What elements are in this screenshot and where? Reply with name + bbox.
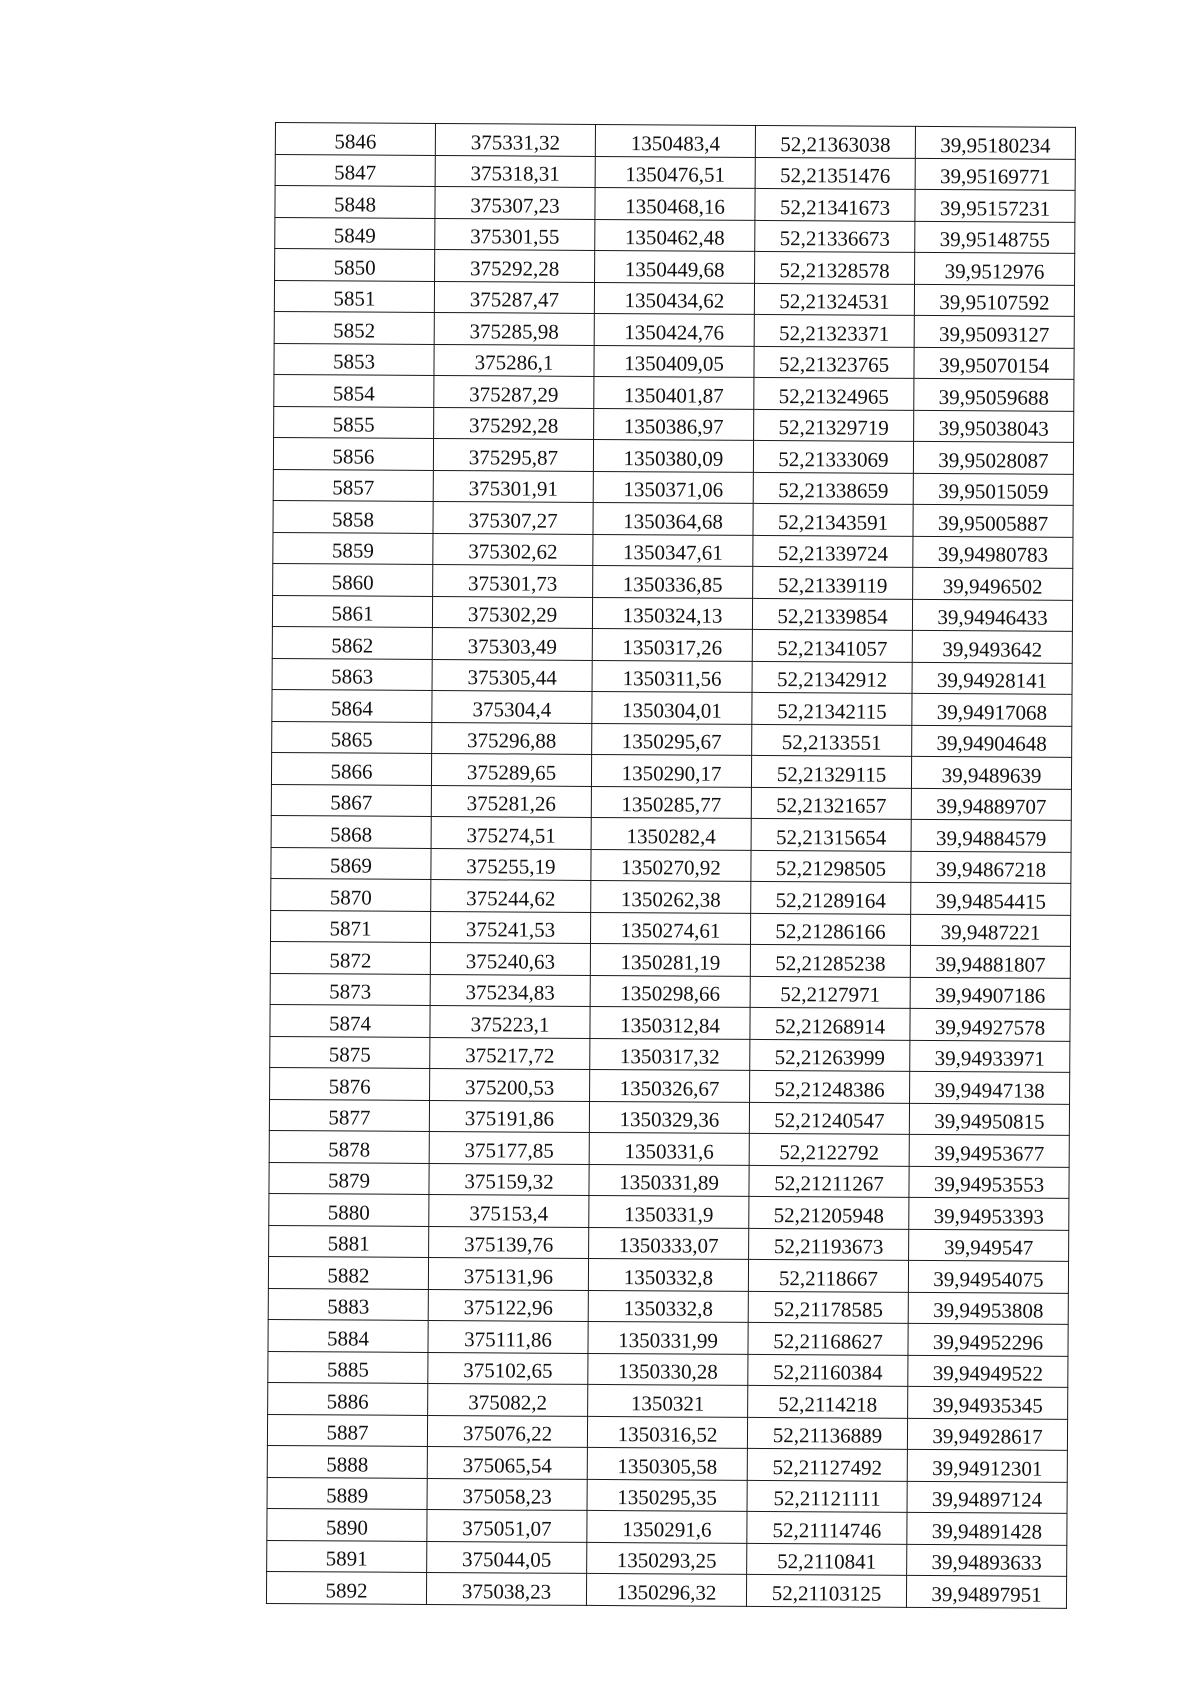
latitude-cell: 52,21333069 — [753, 440, 913, 472]
x-coordinate-cell: 375289,65 — [431, 753, 591, 785]
longitude-cell: 39,94889707 — [911, 788, 1071, 820]
latitude-cell: 52,21315654 — [751, 818, 911, 850]
y-coordinate-cell: 1350316,52 — [587, 1416, 747, 1448]
latitude-cell: 52,21321657 — [751, 787, 911, 819]
longitude-cell: 39,95005887 — [913, 504, 1073, 536]
table-row — [273, 563, 1073, 599]
y-coordinate-cell: 1350332,8 — [588, 1258, 748, 1290]
longitude-cell: 39,94953808 — [908, 1292, 1068, 1324]
table-row — [271, 752, 1071, 788]
longitude-cell: 39,94947138 — [910, 1071, 1070, 1103]
longitude-cell: 39,9487221 — [910, 914, 1070, 946]
table-row — [275, 217, 1075, 253]
latitude-cell: 52,21329719 — [754, 409, 914, 441]
latitude-cell: 52,21168627 — [748, 1322, 908, 1354]
y-coordinate-cell: 1350331,9 — [589, 1195, 749, 1227]
y-coordinate-cell: 1350331,99 — [588, 1321, 748, 1353]
point-number-cell: 5883 — [268, 1288, 428, 1320]
x-coordinate-cell: 375281,26 — [431, 785, 591, 817]
point-number-cell: 5852 — [274, 311, 434, 343]
latitude-cell: 52,2110841 — [747, 1543, 907, 1575]
table-row — [267, 1508, 1067, 1544]
table-row — [268, 1319, 1068, 1355]
table-row — [272, 595, 1072, 631]
latitude-cell: 52,21324531 — [754, 283, 914, 315]
point-number-cell: 5872 — [270, 941, 430, 973]
x-coordinate-cell: 375058,23 — [427, 1478, 587, 1510]
table-row — [271, 815, 1071, 851]
latitude-cell: 52,21127492 — [747, 1448, 907, 1480]
y-coordinate-cell: 1350331,6 — [589, 1132, 749, 1164]
table-row — [275, 123, 1075, 159]
longitude-cell: 39,95038043 — [914, 410, 1074, 442]
point-number-cell: 5871 — [270, 910, 430, 942]
point-number-cell: 5865 — [272, 721, 432, 753]
latitude-cell: 52,21341057 — [752, 629, 912, 661]
table-row — [274, 406, 1074, 442]
latitude-cell: 52,21339119 — [753, 566, 913, 598]
x-coordinate-cell: 375200,53 — [430, 1068, 590, 1100]
point-number-cell: 5881 — [269, 1225, 429, 1257]
point-number-cell: 5848 — [275, 186, 435, 218]
x-coordinate-cell: 375082,2 — [428, 1383, 588, 1415]
latitude-cell: 52,21298505 — [751, 850, 911, 882]
y-coordinate-cell: 1350380,09 — [593, 439, 753, 471]
longitude-cell: 39,9489639 — [911, 756, 1071, 788]
latitude-cell: 52,21103125 — [746, 1574, 906, 1606]
latitude-cell: 52,2118667 — [748, 1259, 908, 1291]
x-coordinate-cell: 375038,23 — [426, 1572, 586, 1604]
y-coordinate-cell: 1350270,92 — [591, 849, 751, 881]
x-coordinate-cell: 375051,07 — [427, 1509, 587, 1541]
y-coordinate-cell: 1350317,32 — [590, 1038, 750, 1070]
longitude-cell: 39,94912301 — [907, 1449, 1067, 1481]
table-row — [269, 1099, 1069, 1135]
longitude-cell: 39,9496502 — [913, 567, 1073, 599]
longitude-cell: 39,95107592 — [914, 284, 1074, 316]
longitude-cell: 39,94854415 — [911, 882, 1071, 914]
x-coordinate-cell: 375122,96 — [428, 1289, 588, 1321]
latitude-cell: 52,21121111 — [747, 1480, 907, 1512]
table-row — [269, 1130, 1069, 1166]
y-coordinate-cell: 1350364,68 — [593, 502, 753, 534]
longitude-cell: 39,94927578 — [910, 1008, 1070, 1040]
longitude-cell: 39,95015059 — [913, 473, 1073, 505]
latitude-cell: 52,21285238 — [750, 944, 910, 976]
point-number-cell: 5863 — [272, 658, 432, 690]
longitude-cell: 39,94897124 — [907, 1481, 1067, 1513]
y-coordinate-cell: 1350295,35 — [587, 1479, 747, 1511]
x-coordinate-cell: 375295,87 — [433, 438, 593, 470]
point-number-cell: 5859 — [273, 532, 433, 564]
table-row — [272, 626, 1072, 662]
point-number-cell: 5876 — [270, 1067, 430, 1099]
y-coordinate-cell: 1350324,13 — [592, 597, 752, 629]
x-coordinate-cell: 375131,96 — [428, 1257, 588, 1289]
point-number-cell: 5886 — [268, 1382, 428, 1414]
y-coordinate-cell: 1350326,67 — [590, 1069, 750, 1101]
longitude-cell: 39,94881807 — [910, 945, 1070, 977]
latitude-cell: 52,2122792 — [749, 1133, 909, 1165]
table-row — [275, 186, 1075, 222]
y-coordinate-cell: 1350330,28 — [588, 1353, 748, 1385]
y-coordinate-cell: 1350386,97 — [594, 408, 754, 440]
x-coordinate-cell: 375191,86 — [429, 1100, 589, 1132]
table-row — [267, 1477, 1067, 1513]
longitude-cell: 39,94933971 — [910, 1040, 1070, 1072]
x-coordinate-cell: 375217,72 — [430, 1037, 590, 1069]
point-number-cell: 5850 — [275, 249, 435, 281]
table-row — [274, 374, 1074, 410]
longitude-cell: 39,94953553 — [909, 1166, 1069, 1198]
latitude-cell: 52,21289164 — [751, 881, 911, 913]
point-number-cell: 5890 — [267, 1508, 427, 1540]
x-coordinate-cell: 375303,49 — [432, 627, 592, 659]
longitude-cell: 39,94928141 — [912, 662, 1072, 694]
y-coordinate-cell: 1350296,32 — [586, 1573, 746, 1605]
longitude-cell: 39,94954075 — [908, 1260, 1068, 1292]
latitude-cell: 52,2127971 — [750, 976, 910, 1008]
x-coordinate-cell: 375244,62 — [431, 879, 591, 911]
latitude-cell: 52,21336673 — [755, 220, 915, 252]
y-coordinate-cell: 1350332,8 — [588, 1290, 748, 1322]
longitude-cell: 39,95059688 — [914, 378, 1074, 410]
longitude-cell: 39,94949522 — [908, 1355, 1068, 1387]
latitude-cell: 52,21178585 — [748, 1291, 908, 1323]
point-number-cell: 5892 — [266, 1571, 426, 1603]
point-number-cell: 5864 — [272, 689, 432, 721]
longitude-cell: 39,94884579 — [911, 819, 1071, 851]
x-coordinate-cell: 375292,28 — [435, 249, 595, 281]
point-number-cell: 5862 — [272, 626, 432, 658]
x-coordinate-cell: 375302,62 — [433, 533, 593, 565]
point-number-cell: 5854 — [274, 374, 434, 406]
latitude-cell: 52,21338659 — [753, 472, 913, 504]
y-coordinate-cell: 1350293,25 — [587, 1542, 747, 1574]
table-row — [274, 280, 1074, 316]
latitude-cell: 52,21193673 — [749, 1228, 909, 1260]
y-coordinate-cell: 1350449,68 — [595, 250, 755, 282]
y-coordinate-cell: 1350331,89 — [589, 1164, 749, 1196]
longitude-cell: 39,94904648 — [912, 725, 1072, 757]
x-coordinate-cell: 375285,98 — [434, 312, 594, 344]
table-row — [270, 1036, 1070, 1072]
table-row — [270, 1067, 1070, 1103]
x-coordinate-cell: 375331,32 — [435, 123, 595, 155]
point-number-cell: 5885 — [268, 1351, 428, 1383]
x-coordinate-cell: 375102,65 — [428, 1352, 588, 1384]
y-coordinate-cell: 1350311,56 — [592, 660, 752, 692]
x-coordinate-cell: 375159,32 — [429, 1163, 589, 1195]
point-number-cell: 5874 — [270, 1004, 430, 1036]
latitude-cell: 52,21323765 — [754, 346, 914, 378]
table-row — [271, 847, 1071, 883]
x-coordinate-cell: 375065,54 — [427, 1446, 587, 1478]
table-row — [267, 1414, 1067, 1450]
point-number-cell: 5889 — [267, 1477, 427, 1509]
point-number-cell: 5846 — [275, 123, 435, 155]
longitude-cell: 39,94953677 — [909, 1134, 1069, 1166]
table-row — [274, 343, 1074, 379]
table-row — [270, 910, 1070, 946]
x-coordinate-cell: 375301,73 — [433, 564, 593, 596]
table-row — [272, 658, 1072, 694]
longitude-cell: 39,94946433 — [912, 599, 1072, 631]
point-number-cell: 5888 — [267, 1445, 427, 1477]
longitude-cell: 39,9493642 — [912, 630, 1072, 662]
table-row — [266, 1571, 1066, 1607]
x-coordinate-cell: 375153,4 — [429, 1194, 589, 1226]
x-coordinate-cell: 375307,27 — [433, 501, 593, 533]
y-coordinate-cell: 1350281,19 — [590, 943, 750, 975]
coordinates-table-body — [266, 123, 1075, 1608]
point-number-cell: 5853 — [274, 343, 434, 375]
latitude-cell: 52,21342912 — [752, 661, 912, 693]
coordinates-table — [266, 122, 1076, 1608]
y-coordinate-cell: 1350468,16 — [595, 187, 755, 219]
latitude-cell: 52,21351476 — [755, 157, 915, 189]
longitude-cell: 39,95070154 — [914, 347, 1074, 379]
point-number-cell: 5877 — [269, 1099, 429, 1131]
longitude-cell: 39,94907186 — [910, 977, 1070, 1009]
point-number-cell: 5851 — [274, 280, 434, 312]
x-coordinate-cell: 375255,19 — [431, 848, 591, 880]
table-row — [270, 1004, 1070, 1040]
y-coordinate-cell: 1350476,51 — [595, 156, 755, 188]
table-row — [273, 437, 1073, 473]
table-row — [269, 1193, 1069, 1229]
longitude-cell: 39,95028087 — [913, 441, 1073, 473]
latitude-cell: 52,21339724 — [753, 535, 913, 567]
point-number-cell: 5855 — [274, 406, 434, 438]
y-coordinate-cell: 1350483,4 — [595, 124, 755, 156]
longitude-cell: 39,95180234 — [915, 126, 1075, 158]
latitude-cell: 52,2133551 — [752, 724, 912, 756]
point-number-cell: 5879 — [269, 1162, 429, 1194]
longitude-cell: 39,94867218 — [911, 851, 1071, 883]
latitude-cell: 52,21343591 — [753, 503, 913, 535]
latitude-cell: 52,21263999 — [750, 1039, 910, 1071]
y-coordinate-cell: 1350304,01 — [592, 691, 752, 723]
longitude-cell: 39,94917068 — [912, 693, 1072, 725]
y-coordinate-cell: 1350329,36 — [589, 1101, 749, 1133]
point-number-cell: 5847 — [275, 154, 435, 186]
latitude-cell: 52,21342115 — [752, 692, 912, 724]
table-row — [271, 878, 1071, 914]
y-coordinate-cell: 1350291,6 — [587, 1510, 747, 1542]
longitude-cell: 39,94897951 — [906, 1575, 1066, 1607]
point-number-cell: 5856 — [273, 437, 433, 469]
x-coordinate-cell: 375044,05 — [427, 1541, 587, 1573]
x-coordinate-cell: 375240,63 — [430, 942, 590, 974]
point-number-cell: 5884 — [268, 1319, 428, 1351]
longitude-cell: 39,949547 — [909, 1229, 1069, 1261]
x-coordinate-cell: 375301,91 — [433, 470, 593, 502]
table-row — [268, 1351, 1068, 1387]
point-number-cell: 5849 — [275, 217, 435, 249]
table-row — [269, 1225, 1069, 1261]
table-row — [270, 941, 1070, 977]
longitude-cell: 39,94950815 — [909, 1103, 1069, 1135]
table-row — [273, 532, 1073, 568]
x-coordinate-cell: 375076,22 — [427, 1415, 587, 1447]
point-number-cell: 5873 — [270, 973, 430, 1005]
latitude-cell: 52,21114746 — [747, 1511, 907, 1543]
y-coordinate-cell: 1350295,67 — [592, 723, 752, 755]
latitude-cell: 52,21136889 — [747, 1417, 907, 1449]
latitude-cell: 52,21240547 — [749, 1102, 909, 1134]
longitude-cell: 39,9512976 — [915, 252, 1075, 284]
table-row — [275, 249, 1075, 285]
x-coordinate-cell: 375304,4 — [432, 690, 592, 722]
point-number-cell: 5860 — [273, 563, 433, 595]
point-number-cell: 5891 — [267, 1540, 427, 1572]
y-coordinate-cell: 1350285,77 — [591, 786, 751, 818]
y-coordinate-cell: 1350333,07 — [589, 1227, 749, 1259]
point-number-cell: 5857 — [273, 469, 433, 501]
point-number-cell: 5858 — [273, 500, 433, 532]
latitude-cell: 52,21205948 — [749, 1196, 909, 1228]
latitude-cell: 52,21248386 — [750, 1070, 910, 1102]
latitude-cell: 52,21286166 — [750, 913, 910, 945]
y-coordinate-cell: 1350424,76 — [594, 313, 754, 345]
latitude-cell: 52,21339854 — [752, 598, 912, 630]
y-coordinate-cell: 1350371,06 — [593, 471, 753, 503]
y-coordinate-cell: 1350317,26 — [592, 628, 752, 660]
table-row — [273, 469, 1073, 505]
point-number-cell: 5870 — [271, 878, 431, 910]
x-coordinate-cell: 375296,88 — [432, 722, 592, 754]
x-coordinate-cell: 375286,1 — [434, 344, 594, 376]
longitude-cell: 39,94891428 — [907, 1512, 1067, 1544]
y-coordinate-cell: 1350434,62 — [594, 282, 754, 314]
point-number-cell: 5867 — [271, 784, 431, 816]
table-row — [274, 311, 1074, 347]
table-row — [273, 500, 1073, 536]
longitude-cell: 39,94953393 — [909, 1197, 1069, 1229]
y-coordinate-cell: 1350321 — [588, 1384, 748, 1416]
longitude-cell: 39,94893633 — [907, 1544, 1067, 1576]
longitude-cell: 39,94980783 — [913, 536, 1073, 568]
x-coordinate-cell: 375287,29 — [434, 375, 594, 407]
point-number-cell: 5882 — [268, 1256, 428, 1288]
x-coordinate-cell: 375223,1 — [430, 1005, 590, 1037]
y-coordinate-cell: 1350274,61 — [590, 912, 750, 944]
y-coordinate-cell: 1350336,85 — [593, 565, 753, 597]
latitude-cell: 52,21363038 — [755, 125, 915, 157]
point-number-cell: 5868 — [271, 815, 431, 847]
longitude-cell: 39,94952296 — [908, 1323, 1068, 1355]
longitude-cell: 39,94935345 — [908, 1386, 1068, 1418]
longitude-cell: 39,94928617 — [907, 1418, 1067, 1450]
x-coordinate-cell: 375241,53 — [430, 911, 590, 943]
latitude-cell: 52,2114218 — [748, 1385, 908, 1417]
table-row — [268, 1256, 1068, 1292]
table-row — [268, 1382, 1068, 1418]
y-coordinate-cell: 1350347,61 — [593, 534, 753, 566]
table-row — [272, 689, 1072, 725]
y-coordinate-cell: 1350298,66 — [590, 975, 750, 1007]
x-coordinate-cell: 375139,76 — [429, 1226, 589, 1258]
latitude-cell: 52,21160384 — [748, 1354, 908, 1386]
point-number-cell: 5887 — [267, 1414, 427, 1446]
y-coordinate-cell: 1350290,17 — [591, 754, 751, 786]
longitude-cell: 39,95157231 — [915, 189, 1075, 221]
point-number-cell: 5861 — [272, 595, 432, 627]
x-coordinate-cell: 375305,44 — [432, 659, 592, 691]
point-number-cell: 5875 — [270, 1036, 430, 1068]
table-row — [267, 1540, 1067, 1576]
y-coordinate-cell: 1350409,05 — [594, 345, 754, 377]
point-number-cell: 5869 — [271, 847, 431, 879]
y-coordinate-cell: 1350305,58 — [587, 1447, 747, 1479]
longitude-cell: 39,95169771 — [915, 158, 1075, 190]
y-coordinate-cell: 1350462,48 — [595, 219, 755, 251]
y-coordinate-cell: 1350401,87 — [594, 376, 754, 408]
table-row — [271, 784, 1071, 820]
x-coordinate-cell: 375307,23 — [435, 186, 595, 218]
table-row — [269, 1162, 1069, 1198]
table-row — [270, 973, 1070, 1009]
latitude-cell: 52,21328578 — [755, 251, 915, 283]
x-coordinate-cell: 375287,47 — [434, 281, 594, 313]
latitude-cell: 52,21329115 — [751, 755, 911, 787]
point-number-cell: 5866 — [271, 752, 431, 784]
latitude-cell: 52,21211267 — [749, 1165, 909, 1197]
x-coordinate-cell: 375301,55 — [435, 218, 595, 250]
x-coordinate-cell: 375318,31 — [435, 155, 595, 187]
table-row — [268, 1288, 1068, 1324]
y-coordinate-cell: 1350312,84 — [590, 1006, 750, 1038]
y-coordinate-cell: 1350262,38 — [591, 880, 751, 912]
x-coordinate-cell: 375234,83 — [430, 974, 590, 1006]
x-coordinate-cell: 375111,86 — [428, 1320, 588, 1352]
x-coordinate-cell: 375177,85 — [429, 1131, 589, 1163]
y-coordinate-cell: 1350282,4 — [591, 817, 751, 849]
x-coordinate-cell: 375292,28 — [434, 407, 594, 439]
point-number-cell: 5878 — [269, 1130, 429, 1162]
x-coordinate-cell: 375274,51 — [431, 816, 591, 848]
x-coordinate-cell: 375302,29 — [432, 596, 592, 628]
longitude-cell: 39,95093127 — [914, 315, 1074, 347]
latitude-cell: 52,21268914 — [750, 1007, 910, 1039]
table-row — [272, 721, 1072, 757]
latitude-cell: 52,21323371 — [754, 314, 914, 346]
latitude-cell: 52,21324965 — [754, 377, 914, 409]
latitude-cell: 52,21341673 — [755, 188, 915, 220]
point-number-cell: 5880 — [269, 1193, 429, 1225]
longitude-cell: 39,95148755 — [915, 221, 1075, 253]
table-row — [267, 1445, 1067, 1481]
table-row — [275, 154, 1075, 190]
